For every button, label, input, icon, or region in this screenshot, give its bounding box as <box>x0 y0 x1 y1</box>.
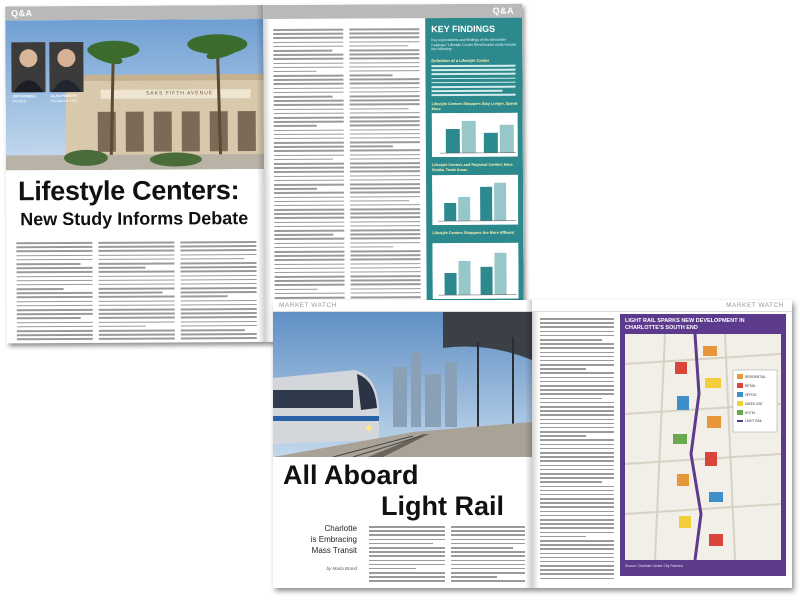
sidebar-heading: KEY FINDINGS <box>431 23 496 35</box>
chart2-bar-2 <box>458 197 470 221</box>
photo-caption-left-name: JIM PAXWELL <box>12 94 37 99</box>
qa-column-1 <box>273 29 345 335</box>
map-graphic <box>625 334 781 560</box>
parcel <box>707 416 721 428</box>
chart3-title: Lifestyle Centers Shoppers Are More Affluent <box>432 230 515 236</box>
map-heading: LIGHT RAIL SPARKS NEW DEVELOPMENT IN CHARLOTTE'S SOUTH END <box>625 318 745 331</box>
legend-item-1: RESIDENTIAL <box>745 375 766 379</box>
light-rail-photo <box>273 312 532 457</box>
parcel <box>677 474 689 486</box>
chart2-bar-1 <box>444 203 456 221</box>
qa-left-page <box>5 5 265 343</box>
chart2-bar-3 <box>480 187 492 221</box>
body-text-column-1 <box>16 242 93 343</box>
article-title-line1: Lifestyle Centers: <box>18 175 240 207</box>
chart3-bar-4 <box>494 253 506 295</box>
mw-right-page <box>532 300 792 588</box>
chart1-bar-1 <box>446 129 460 153</box>
chart1-bars <box>432 113 518 157</box>
qa-column-2 <box>349 28 421 334</box>
parcel <box>709 534 723 546</box>
photo-caption-left-role: Principal <box>12 99 27 104</box>
chart2-bars <box>432 175 518 225</box>
qa-spread <box>5 4 524 344</box>
mw-right-column-1 <box>540 318 614 582</box>
parcel <box>705 452 717 466</box>
parcel <box>709 492 723 502</box>
section-label-mw-right: MARKET WATCH <box>726 302 784 309</box>
legend-item-4: MIXED USE <box>745 402 763 406</box>
mw-title-line2: Light Rail <box>381 491 504 521</box>
parcel <box>675 362 687 374</box>
chart1-bar-2 <box>462 121 476 153</box>
mw-subtitle-line1: Charlotte <box>324 524 357 533</box>
photo-caption-right-name: ALAN PICKETH <box>50 93 77 99</box>
mw-byline: by Marla Brand <box>326 566 357 571</box>
south-end-map <box>620 314 786 576</box>
mw-subtitle-line2: is Embracing <box>310 535 357 544</box>
body-text-column-2 <box>98 241 175 342</box>
sidebar-intro: Key expectations and findings of the Alexander Kastings / Lifestyle Center Benchmarks study include the following: <box>431 37 517 52</box>
photo-caption-right-role: President & CEO <box>50 98 78 104</box>
parcel <box>677 396 689 410</box>
storefront-sign: SAKS FIFTH AVENUE <box>145 90 214 97</box>
section-label-mw: MARKET WATCH <box>279 302 337 309</box>
qa-right-page <box>263 4 524 342</box>
legend-item-6: LIGHT RAIL <box>745 419 763 423</box>
parcel <box>705 378 721 388</box>
legend-item-5: HOTEL <box>745 411 756 415</box>
map-caption: Source: Charlotte Center City Partners <box>625 564 684 568</box>
mw-title-line1: All Aboard <box>283 460 419 490</box>
mw-body-column-1 <box>369 526 445 585</box>
chart3-bar-1 <box>445 273 457 295</box>
chart1-bar-3 <box>484 133 498 153</box>
qa-header-bar-right <box>263 4 522 19</box>
article-title-line2: New Study Informs Debate <box>20 208 249 230</box>
chart2-bar-4 <box>494 183 506 221</box>
chart1-bar-4 <box>500 125 514 153</box>
section-label-right: Q&A <box>492 5 515 16</box>
body-text-column-3 <box>180 241 257 342</box>
parcel <box>703 346 717 356</box>
mw-body-column-2 <box>451 526 525 585</box>
section-label: Q&A <box>11 8 33 19</box>
chart1-title: Lifestyle Centers Shoppers Stay Longer, Spend More <box>431 101 518 111</box>
legend-item-2: RETAIL <box>745 384 756 388</box>
parcel <box>673 434 687 444</box>
sidebar-text <box>431 65 515 99</box>
qa-header-bar <box>5 5 263 20</box>
chart3-bar-2 <box>458 261 470 295</box>
legend-item-3: OFFICE <box>745 393 757 397</box>
chart3-bar-3 <box>480 267 492 295</box>
mw-subtitle-line3: Mass Transit <box>311 546 357 555</box>
mw-left-page <box>273 300 532 588</box>
chart2-title: Lifestyle Centers and Regional Centers Have Similar Trade Areas <box>431 162 513 172</box>
key-findings-sidebar <box>425 18 524 342</box>
market-watch-spread <box>273 300 792 588</box>
chart3-bars <box>432 243 518 299</box>
parcel <box>679 516 691 528</box>
sidebar-subhead: Definition of a Lifestyle Center <box>431 57 490 64</box>
